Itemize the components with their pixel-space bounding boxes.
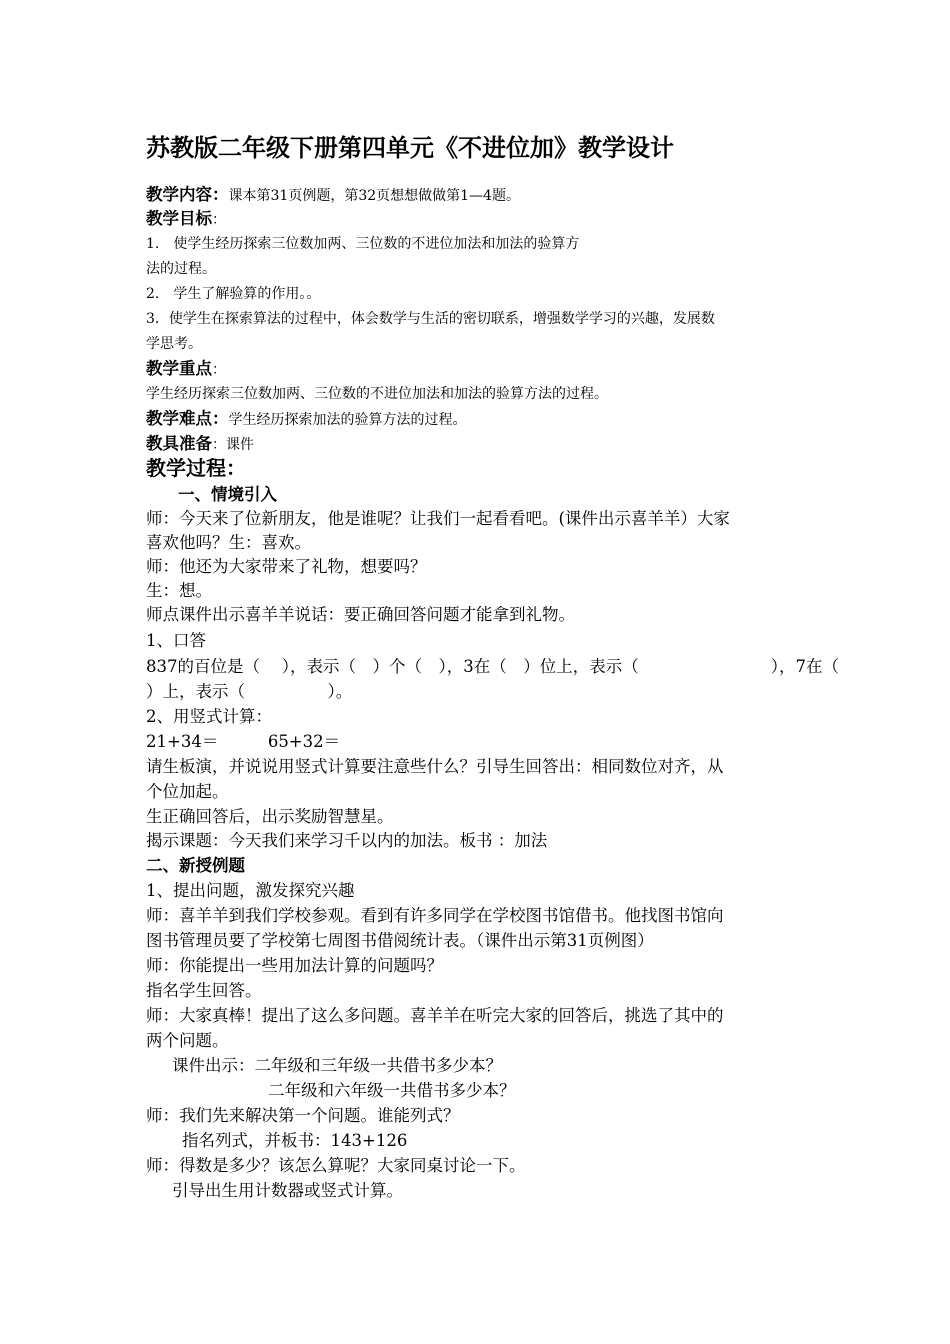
section2-line: 师：我们先来解决第一个问题。谁能列式？ (146, 1106, 460, 1125)
section2-line: 1、提出问题，激发探究兴趣 (146, 881, 355, 900)
section1-line: 生正确回答后，出示奖励智慧星。 (146, 807, 394, 826)
section2-line: 课件出示：二年级和三年级一共借书多少本？ (172, 1056, 502, 1075)
keypoint-colon: ： (212, 362, 226, 378)
section2-line: 引导出生用计数器或竖式计算。 (172, 1181, 403, 1200)
goals-colon: ： (212, 212, 226, 228)
section1-line: 喜欢他吗？生：喜欢。 (146, 533, 311, 552)
process-heading: 教学过程： (146, 456, 246, 480)
goals-label: 教学目标 (146, 209, 212, 228)
goal-line: 法的过程。 (146, 261, 216, 277)
tools-line (146, 433, 254, 456)
section2-line: 师：你能提出一些用加法计算的问题吗？ (146, 956, 443, 975)
section2-line: 师：得数是多少？该怎么算呢？大家同桌讨论一下。 (146, 1156, 526, 1175)
section2-line: 师：大家真棒！提出了这么多问题。喜羊羊在听完大家的回答后，挑选了其中的 (146, 1006, 724, 1025)
section1-line: ）上，表示（ ）。 (146, 682, 353, 701)
tools-colon: ： (212, 437, 226, 453)
document-title: 苏教版二年级下册第四单元《不进位加》教学设计 (146, 133, 674, 162)
section1-line: 2、用竖式计算： (146, 707, 272, 726)
section1-line: 师点课件出示喜羊羊说话：要正确回答问题才能拿到礼物。 (146, 605, 575, 624)
goals-heading (146, 208, 226, 231)
difficulty-label: 教学难点： (146, 409, 229, 428)
section2-line: 指名列式，并板书：143+126 (182, 1131, 408, 1150)
section1-line: 揭示课题：今天我们来学习千以内的加法。板书 ：加法 (146, 831, 548, 850)
section1-line: 个位加起。 (146, 782, 229, 801)
difficulty-text: 学生经历探索加法的验算方法的过程。 (228, 412, 467, 428)
section1-line: 请生板演，并说说用竖式计算要注意些什么？引导生回答出：相同数位对齐，从 (146, 757, 724, 776)
goal-line: 2. 学生了解验算的作用。。 (146, 286, 321, 302)
tools-text: 课件 (226, 437, 254, 453)
content-text: 课本第31页例题，第32页想想做做第1—4题。 (228, 188, 520, 204)
keypoint-label: 教学重点 (146, 359, 212, 378)
section2-line: 两个问题。 (146, 1031, 229, 1050)
keypoint-text: 学生经历探索三位数加两、三位数的不进位加法和加法的验算方法的过程。 (146, 386, 608, 402)
content-label: 教学内容： (146, 185, 229, 204)
difficulty-line (146, 408, 467, 431)
section1-line: 837的百位是（ ），表示（ ）个（ ），3在（ ）位上，表示（ ），7在（ (146, 657, 839, 676)
section2-line: 二年级和六年级一共借书多少本？ (268, 1081, 516, 1100)
section1-line: 1、口答 (146, 631, 206, 650)
section2-line: 图书管理员要了学校第七周图书借阅统计表。（课件出示第31页例图） (146, 931, 654, 950)
section1-line: 生：想。 (146, 581, 212, 600)
goal-line: 3．使学生在探索算法的过程中，体会数学与生活的密切联系，增强数学学习的兴趣，发展数 (146, 311, 715, 327)
goal-line: 学思考。 (146, 336, 202, 352)
section2-line: 指名学生回答。 (146, 981, 262, 1000)
section1-line: 师：他还为大家带来了礼物，想要吗？ (146, 557, 427, 576)
keypoint-heading (146, 358, 226, 381)
section2-heading: 二、新授例题 (146, 856, 245, 875)
goal-line: 1. 使学生经历探索三位数加两、三位数的不进位加法和加法的验算方 (146, 236, 580, 252)
section2-line: 师：喜羊羊到我们学校参观。看到有许多同学在学校图书馆借书。他找图书馆向 (146, 906, 724, 925)
section1-line: 师：今天来了位新朋友，他是谁呢？让我们一起看看吧。(课件出示喜羊羊）大家 (146, 509, 730, 528)
section1-heading: 一、情境引入 (178, 485, 277, 504)
tools-label: 教具准备 (146, 434, 212, 453)
content-line (146, 184, 520, 207)
section1-line: 21+34＝ 65+32＝ (146, 732, 341, 751)
